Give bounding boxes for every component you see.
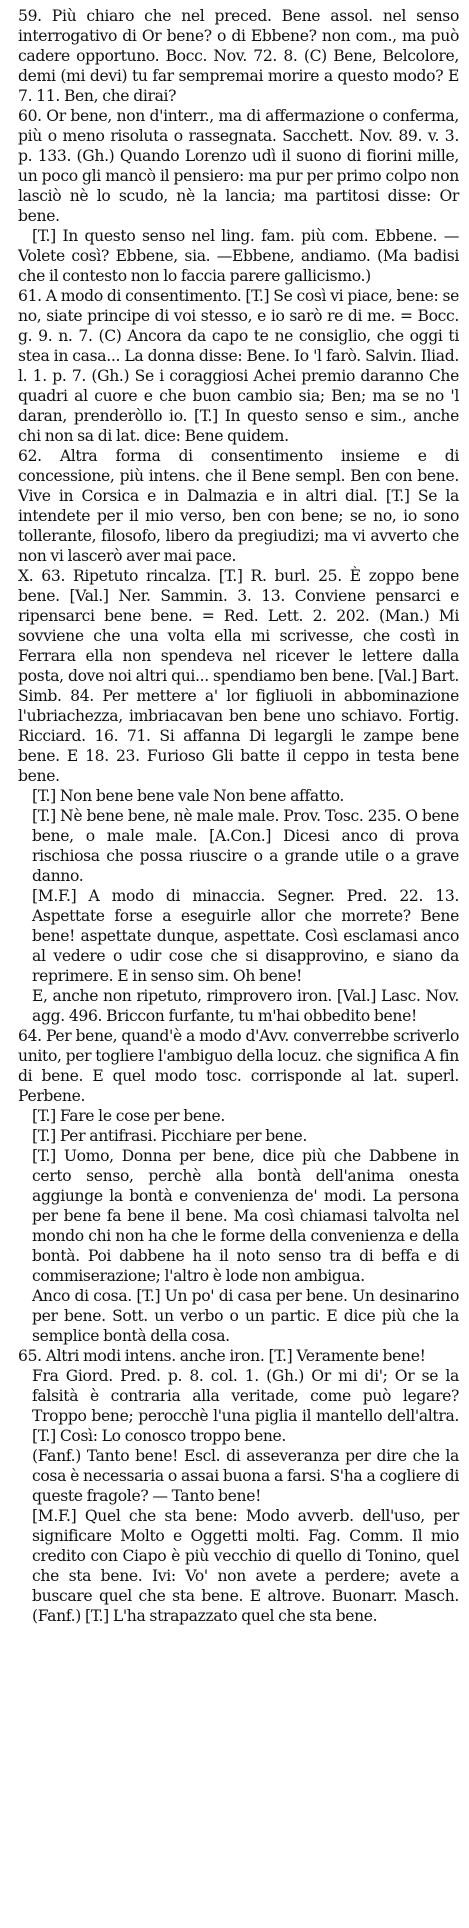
entry-60-tommaseo-note: [T.] In questo senso nel ling. fam. più com. Ebbene. — Volete così? Ebbene, sia. —Ebbene, andiamo. (Ma badisi che il contesto non lo faccia parere gallicismo.): [18, 227, 459, 285]
entry-63: X. 63. Ripetuto rincalza. [T.] R. burl. 25. È zoppo bene bene. [Val.] Ner. Sammin. 3. 13. Conviene pensarci e ripensarci bene bene. = Red. Lett. 2. 202. (Man.) Mi sovviene che una volta ella mi scrivesse, che costì in Ferrara ella non spendeva nel ricever le lettere dalla posta, dove noi altri qui... spendiamo ben bene. [Val.] Bart. Simb. 84. Per mettere a' lor figliuoli in abbominazione l'ubriachezza, imbriacavan ben bene uno schiavo. Fortig. Ricciard. 16. 71. Si affanna Di legargli le zampe bene bene. E 18. 23. Furioso Gli batte il ceppo in testa bene bene.: [18, 567, 459, 785]
entry-64: 64. Per bene, quand'è a modo d'Avv. converrebbe scriverlo unito, per togliere l'ambiguo della locuz. che significa A fin di bene. E quel modo tosc. corrisponde al lat. superl. Perbene.: [18, 1027, 459, 1105]
entry-64-uomo-donna: [T.] Uomo, Donna per bene, dice più che Dabbene in certo senso, perchè alla bontà dell'anima onesta aggiunge la bontà e convenienza de' modi. La persona per bene fa bene il bene. Ma così chiamasi talvolta nel mondo chi non ha che le forme della convenienza e della bontà. Poi dabbene ha il noto senso tra di beffa e di commiserazione; l'altro è lode non ambigua.: [32, 1147, 459, 1285]
entry-65-fra-giordano: Fra Giord. Pred. p. 8. col. 1. (Gh.) Or mi di'; Or se la falsità è contraria alla veritade, come può legare? Troppo bene; perocchè l'una piglia il mantello dell'altra. [T.] Così: Lo conosco troppo bene.: [32, 1367, 459, 1445]
entry-64-antifrasi: [T.] Per antifrasi. Picchiare per bene.: [32, 1127, 307, 1145]
entry-64-fare-cose: [T.] Fare le cose per bene.: [32, 1107, 225, 1125]
entry-65: 65. Altri modi intens. anche iron. [T.] Veramente bene!: [18, 1347, 426, 1365]
entry-63-proverb: [T.] Nè bene bene, nè male male. Prov. Tosc. 235. O bene bene, o male male. [A.Con.] Dicesi anco di prova rischiosa che possa riuscire o a grande utile o a grave danno.: [32, 807, 459, 885]
entry-65-quel-che-sta-bene: [M.F.] Quel che sta bene: Modo avverb. dell'uso, per significare Molto e Oggetti molti. Fag. Comm. Il mio credito con Ciapo è più vecchio di quello di Tonino, quel che sta bene. Ivi: Vo' non avete a perdere; avete a buscare quel che sta bene. E altrove. Buonarr. Masch. (Fanf.) [T.] L'ha strapazzato quel che sta bene.: [32, 1507, 459, 1625]
entry-62: 62. Altra forma di consentimento insieme e di concessione, più intens. che il Bene sempl. Ben con bene. Vive in Corsica e in Dalmazia e in altri dial. [T.] Se la intendete per il mio verso, ben con bene; se no, io sono tollerante, filosofo, libero da pregiudizi; ma vi avverto che non vi lascerò aver mai pace.: [18, 447, 459, 565]
entry-64-anco-di-cosa: Anco di cosa. [T.] Un po' di casa per bene. Un desinarino per bene. Sott. un verbo o un partic. E dice più che la semplice bontà della cosa.: [32, 1287, 459, 1345]
entry-63-non-bene-bene: [T.] Non bene bene vale Non bene affatto.: [32, 787, 345, 805]
entry-63-rimprovero: E, anche non ripetuto, rimprovero iron. [Val.] Lasc. Nov. agg. 496. Briccon furfante, tu m'hai obbedito bene!: [32, 987, 459, 1025]
entry-61: 61. A modo di consentimento. [T.] Se così vi piace, bene: se no, siate principe di voi stesso, e io sarò re di me. = Bocc. g. 9. n. 7. (C) Ancora da capo te ne consiglio, che oggi ti stea in casa... La donna disse: Bene. Io 'l farò. Salvin. Iliad. l. 1. p. 7. (Gh.) Se i coraggiosi Achei premio daranno Che quadri al cuore e che buon cambio sia; Ben; ma se no 'l daran, prenderòllo io. [T.] In questo senso e sim., anche chi non sa di lat. dice: Bene quidem.: [18, 287, 459, 445]
entry-63-minaccia: [M.F.] A modo di minaccia. Segner. Pred. 22. 13. Aspettate forse a eseguirle allor che morrete? Bene bene! aspettate dunque, aspettate. Così esclamasi anco al vedere o udir cose che si disapprovino, e siano da reprimere. E in senso sim. Oh bene!: [32, 887, 459, 985]
entry-59: 59. Più chiaro che nel preced. Bene assol. nel senso interrogativo di Or bene? o di Ebbene? non com., ma può cadere opportuno. Bocc. Nov. 72. 8. (C) Bene, Belcolore, demi (mi devi) tu far sempremai morire a questo modo? E 7. 11. Ben, che dirai?: [18, 7, 459, 105]
entry-60: 60. Or bene, non d'interr., ma di affermazione o conferma, più o meno risoluta o rassegnata. Sacchett. Nov. 89. v. 3. p. 133. (Gh.) Quando Lorenzo udì il suono di fiorini mille, un poco gli mancò il pensiero: ma pur per primo colpo non lasciò nè lo scudo, nè la lancia; ma partitosi disse: Or bene.: [18, 107, 459, 225]
entry-65-tanto-bene: (Fanf.) Tanto bene! Escl. di asseveranza per dire che la cosa è necessaria o assai buona a farsi. S'ha a cogliere di queste fragole? — Tanto bene!: [32, 1447, 459, 1505]
